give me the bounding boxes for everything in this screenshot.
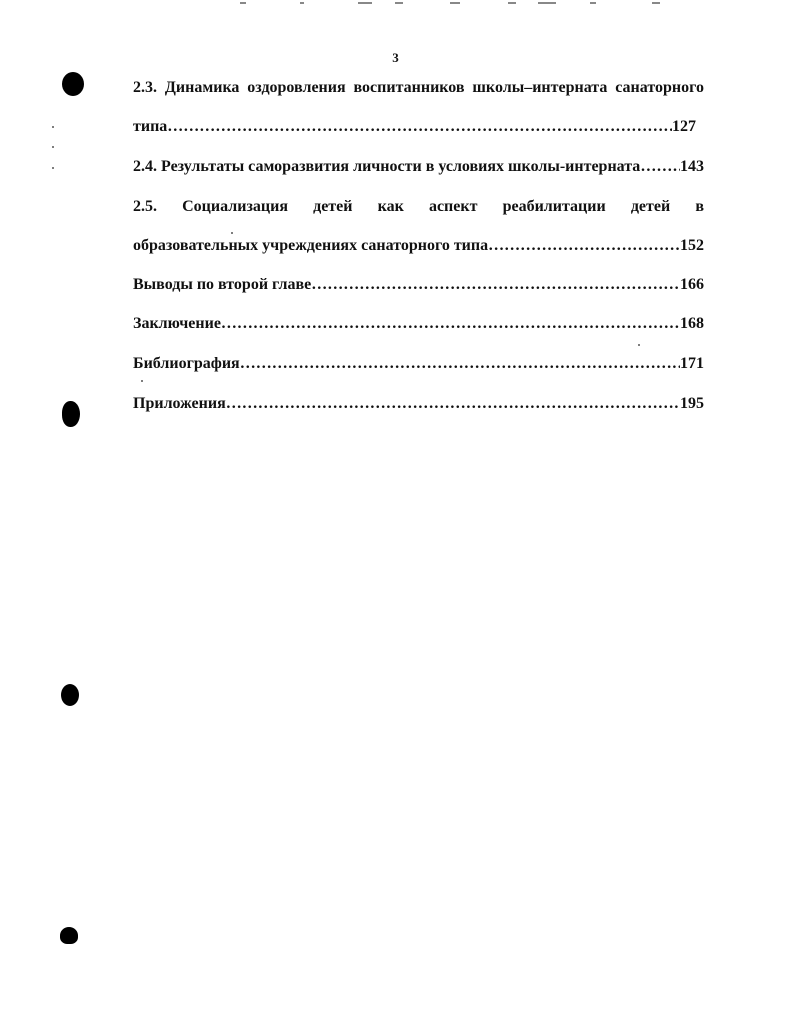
- scan-speck: [52, 167, 54, 169]
- toc-entry-title: Приложения: [133, 395, 226, 412]
- dot-leader: [167, 115, 672, 139]
- page-number: 3: [392, 50, 399, 65]
- toc-entry-page: 143: [680, 158, 704, 175]
- toc-entry-title: Заключение: [133, 315, 221, 332]
- toc-entry-page: 127: [672, 118, 696, 135]
- scan-speck: [141, 380, 143, 382]
- dot-leader: [640, 155, 680, 179]
- toc-word: Динамика: [164, 79, 240, 96]
- toc-word: детей: [630, 198, 671, 215]
- toc-entry-bibliography: [133, 352, 704, 376]
- toc-word: санаторного: [615, 79, 704, 96]
- toc-word: оздоровления: [247, 79, 346, 96]
- dot-leader: [240, 352, 680, 376]
- toc-word: детей: [313, 198, 353, 215]
- punch-hole-mark: [61, 684, 79, 706]
- dot-leader: [488, 234, 680, 258]
- toc-entry-page: 171: [680, 355, 704, 372]
- toc-entry-title: образовательных учреждениях санаторного типа: [133, 237, 489, 254]
- toc-entry-page: 166: [680, 276, 704, 293]
- toc-word: 2.5.: [133, 198, 157, 215]
- toc-entry-title: 2.4. Результаты саморазвития личности в условиях школы-интерната: [133, 158, 641, 175]
- toc-entry-2-3-line2: [133, 115, 696, 139]
- toc-entry-title: типа: [133, 118, 168, 135]
- toc-word: 2.3.: [133, 79, 157, 96]
- toc-entry-2-5-line1: [133, 195, 704, 219]
- toc-entry-page: 152: [680, 237, 704, 254]
- toc-word: воспитанников: [353, 79, 465, 96]
- toc-entry-title: Выводы по второй главе: [133, 276, 312, 293]
- toc-entry-appendices: [133, 392, 704, 416]
- scan-speck: [638, 344, 640, 346]
- toc-entry-page: 195: [680, 395, 704, 412]
- punch-hole-mark: [62, 72, 84, 96]
- toc-entry-2-5-line2: [133, 234, 704, 258]
- punch-hole-mark: [60, 927, 78, 944]
- punch-hole-mark: [62, 401, 80, 427]
- scan-artifacts: [240, 0, 670, 6]
- toc-entry-page: 168: [680, 315, 704, 332]
- toc-word: аспект: [428, 198, 478, 215]
- toc-entry-conclusion: [133, 312, 704, 336]
- toc-word: как: [377, 198, 404, 215]
- toc-entry-2-4: [133, 155, 704, 179]
- toc-entry-conclusions-chapter-2: [133, 273, 704, 297]
- dot-leader: [311, 273, 680, 297]
- toc-entry-title: Библиография: [133, 355, 240, 372]
- dot-leader: [221, 312, 680, 336]
- toc-word: Социализация: [182, 198, 288, 215]
- scan-speck: [52, 146, 54, 148]
- toc-entry-2-3-line1: [133, 76, 704, 100]
- toc-word: школы–интерната: [472, 79, 608, 96]
- dot-leader: [226, 392, 680, 416]
- toc-word: реабилитации: [502, 198, 606, 215]
- scan-speck: [52, 126, 54, 128]
- toc-word: в: [695, 198, 704, 215]
